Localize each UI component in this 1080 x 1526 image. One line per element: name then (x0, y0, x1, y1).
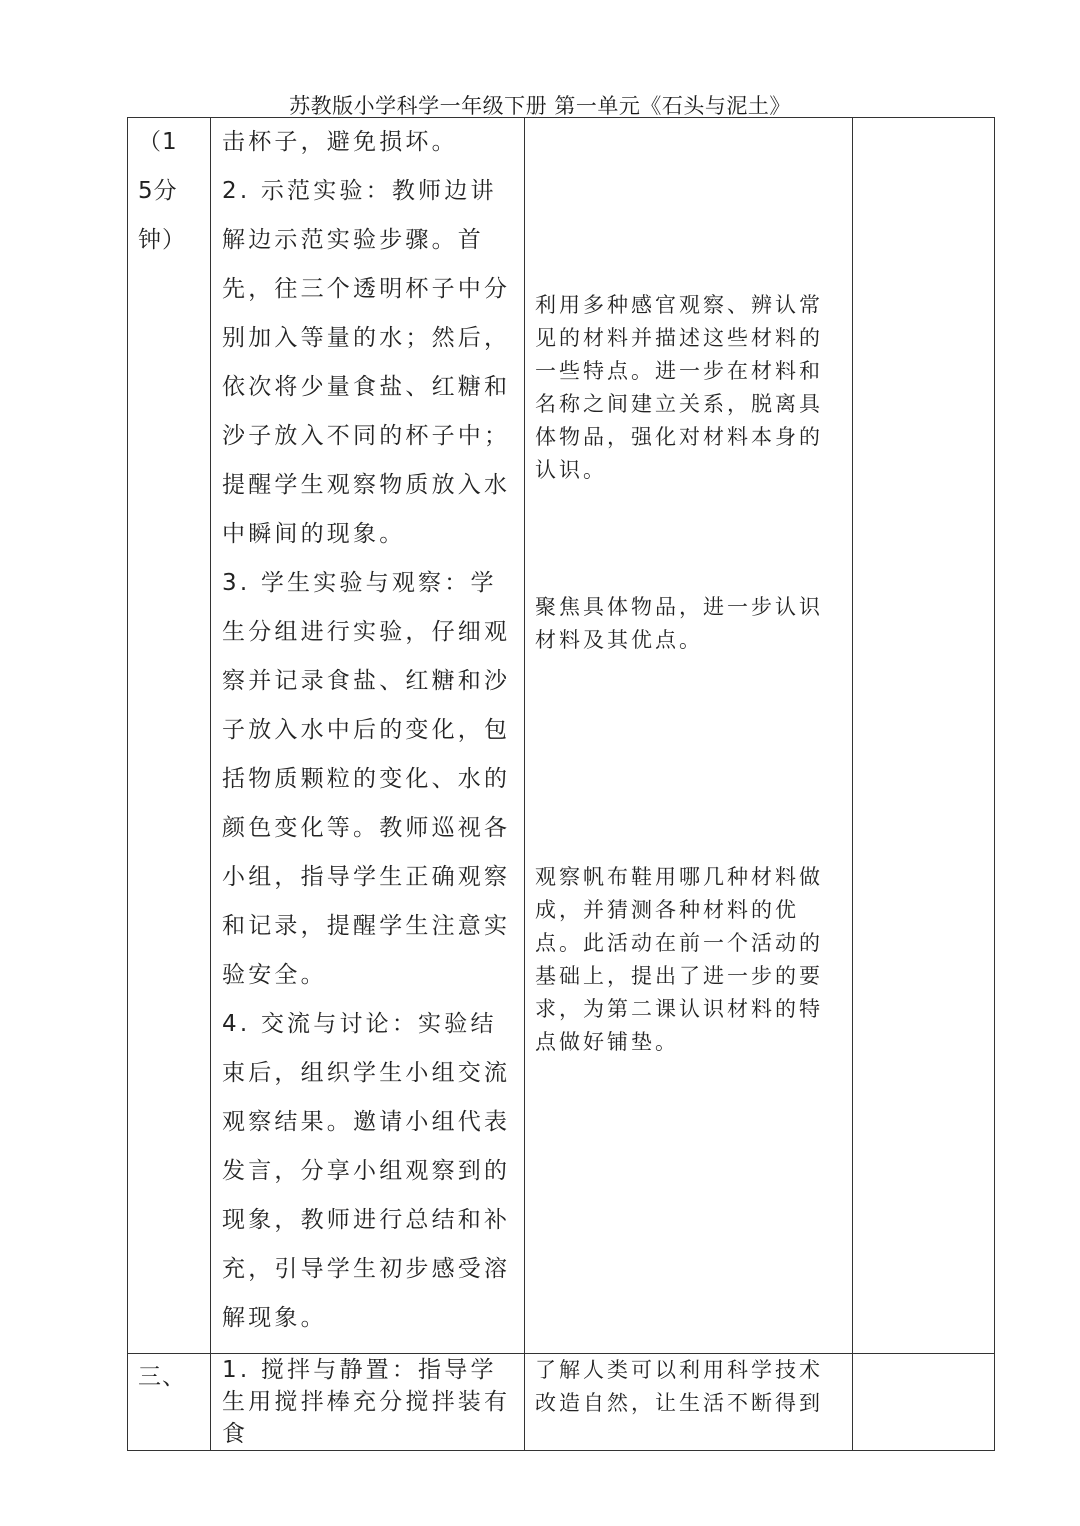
process-cell (211, 118, 525, 1354)
note-cell (853, 118, 995, 1354)
stage-label: （15分钟） (138, 129, 186, 253)
process-paragraph: 2. 示范实验：教师边讲解边示范实验步骤。首先，往三个透明杯子中分别加入等量的水；然后，依次将少量食盐、红糖和沙子放入不同的杯子中；提醒学生观察物质放入水中瞬间的现象。 (222, 178, 511, 547)
intent-paragraph: 利用多种感官观察、辨认常见的材料并描述这些材料的一些特点。进一步在材料和名称之间建立关系，脱离具体物品，强化对材料本身的认识。 (535, 293, 823, 482)
table-row (128, 1354, 995, 1451)
process-paragraph: 4. 交流与讨论：实验结束后，组织学生小组交流观察结果。邀请小组代表发言，分享小组观察到的现象，教师进行总结和补充，引导学生初步感受溶解现象。 (222, 1011, 511, 1331)
process-paragraph: 1. 搅拌与静置：指导学生用搅拌棒充分搅拌装有食 (222, 1357, 511, 1447)
intent-paragraph: 聚焦具体物品，进一步认识材料及其优点。 (535, 595, 823, 652)
intent-paragraph: 了解人类可以利用科学技术改造自然，让生活不断得到 (535, 1358, 823, 1415)
page-header: 苏教版小学科学一年级下册 第一单元《石头与泥土》 (289, 94, 791, 118)
stage-cell (128, 1354, 211, 1451)
intent-cell (525, 1354, 853, 1451)
process-cell (211, 1354, 525, 1451)
process-paragraph: 击杯子，避免损坏。 (222, 129, 458, 155)
process-paragraph: 3. 学生实验与观察：学生分组进行实验，仔细观察并记录食盐、红糖和沙子放入水中后的变化，包括物质颗粒的变化、水的颜色变化等。教师巡视各小组，指导学生正确观察和记录，提醒学生注意实验安全。 (222, 570, 511, 988)
stage-cell (128, 118, 211, 1354)
stage-label: 三、 (138, 1364, 186, 1390)
intent-cell (525, 118, 853, 1354)
intent-paragraph: 观察帆布鞋用哪几种材料做成，并猜测各种材料的优点。此活动在前一个活动的基础上，提出了进一步的要求，为第二课认识材料的特点做好铺垫。 (535, 865, 823, 1054)
note-cell (853, 1354, 995, 1451)
table-row (128, 118, 995, 1354)
lesson-plan-table (127, 117, 995, 1451)
